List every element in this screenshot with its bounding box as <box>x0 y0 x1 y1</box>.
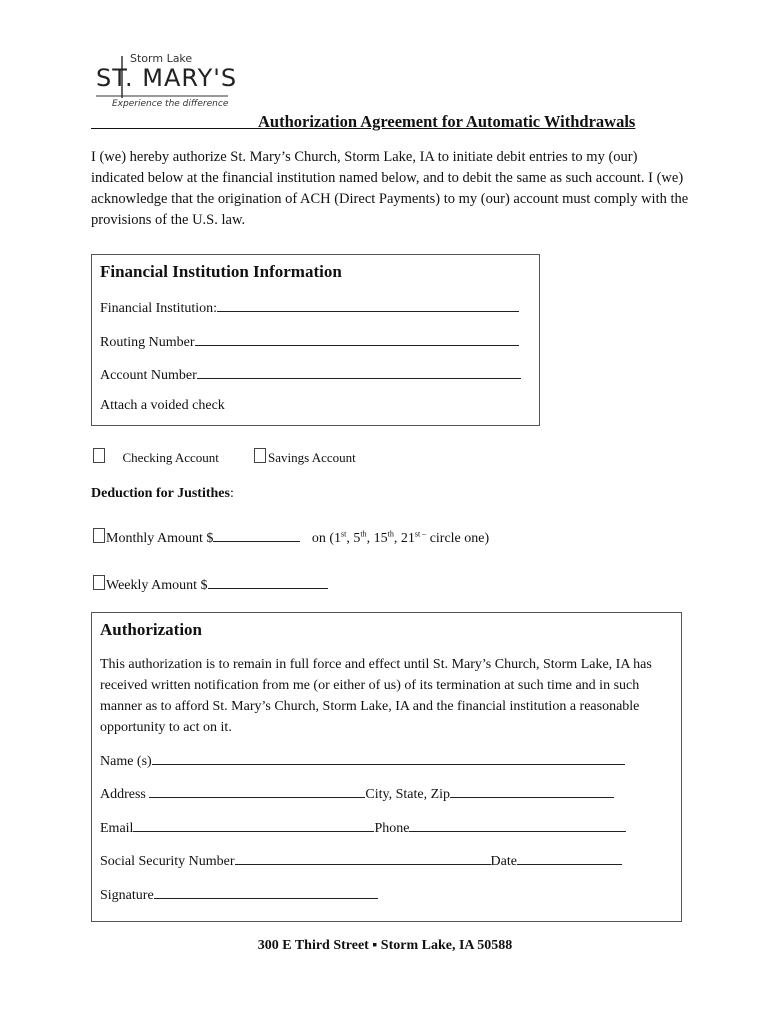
sup-th-1: th <box>360 529 367 539</box>
monthly-label: Monthly Amount $ <box>106 531 214 546</box>
deduction-heading: Deduction for Justithes <box>91 486 230 501</box>
checking-account-option[interactable] <box>93 448 219 467</box>
email-field[interactable] <box>133 818 374 832</box>
name-row <box>100 751 625 770</box>
ssn-date-row <box>100 851 622 870</box>
monthly-day-choice[interactable] <box>312 531 489 546</box>
sup-th-2: th <box>387 529 394 539</box>
logo-tagline: Experience the difference <box>112 99 229 109</box>
name-label: Name (s) <box>100 754 152 769</box>
address-label: Address <box>100 787 150 802</box>
weekly-amount-field[interactable] <box>208 575 328 589</box>
financial-institution-section <box>91 254 540 426</box>
signature-field[interactable] <box>154 885 378 899</box>
routing-number-row <box>100 332 519 351</box>
financial-institution-label: Financial Institution: <box>100 301 218 316</box>
address-row <box>100 784 614 803</box>
day-21: , 21 <box>393 531 415 546</box>
footer-address: 300 E Third Street ▪ Storm Lake, IA 50588 <box>257 938 513 953</box>
authorization-body: This authorization is to remain in full force and effect until St. Mary’s Church, Storm Lake, IA has received written notification from me (or either of us) of its termination at such time and in such manner as to afford St. Mary’s Church, Storm Lake, IA and the financial institution a reasonable opportunity to act on it. <box>100 657 652 735</box>
financial-heading: Financial Institution Information <box>100 262 342 281</box>
account-number-label: Account Number <box>100 368 197 383</box>
financial-institution-field[interactable] <box>217 298 519 312</box>
routing-number-field[interactable] <box>195 332 519 346</box>
day-15: , 15 <box>366 531 388 546</box>
routing-number-label: Routing Number <box>100 335 195 350</box>
page-title: Authorization Agreement for Automatic Withdrawals <box>258 112 636 131</box>
weekly-checkbox[interactable] <box>93 575 105 590</box>
account-number-field[interactable] <box>197 365 521 379</box>
monthly-checkbox[interactable] <box>93 528 105 543</box>
day-1: on (1 <box>311 531 342 546</box>
sup-st-1: st <box>341 529 347 539</box>
city-state-zip-field[interactable] <box>450 784 614 798</box>
ssn-label: Social Security Number <box>100 854 235 869</box>
circle-one: circle one) <box>426 531 490 546</box>
signature-label: Signature <box>100 888 154 903</box>
ssn-field[interactable] <box>235 851 491 865</box>
savings-checkbox[interactable] <box>254 448 266 463</box>
savings-account-option[interactable] <box>254 448 356 467</box>
deduction-heading-row <box>91 486 234 502</box>
title-rule <box>91 128 261 129</box>
authorization-heading: Authorization <box>100 620 202 639</box>
deduction-heading-colon: : <box>229 486 234 501</box>
authorization-section <box>91 612 682 922</box>
weekly-label: Weekly Amount $ <box>106 578 208 593</box>
phone-field[interactable] <box>409 818 626 832</box>
checking-label: Checking Account <box>122 450 219 465</box>
monthly-amount-field[interactable] <box>213 528 300 542</box>
checking-checkbox[interactable] <box>93 448 105 463</box>
account-number-row <box>100 365 521 384</box>
monthly-amount-row <box>93 528 489 547</box>
logo-storm-lake: Storm Lake <box>130 52 193 65</box>
city-state-zip-label: City, State, Zip <box>365 787 451 802</box>
savings-label: Savings Account <box>268 450 356 465</box>
logo-st-marys: ST. MARY'S <box>96 64 238 92</box>
email-label: Email <box>100 821 134 836</box>
attach-voided-check: Attach a voided check <box>100 398 225 413</box>
weekly-amount-row <box>93 575 328 594</box>
name-field[interactable] <box>152 751 625 765</box>
address-field[interactable] <box>149 784 365 798</box>
intro-paragraph: I (we) hereby authorize St. Mary’s Church, Storm Lake, IA to initiate debit entries to my (our) indicated below at the financial institution named below, and to debit the same as such account. I (we) acknowledge that the origination of ACH (Direct Payments) to my (our) account must comply with the provisions of the U.S. law. <box>91 149 689 228</box>
date-label: Date <box>490 854 517 869</box>
financial-institution-row <box>100 298 519 317</box>
email-phone-row <box>100 818 626 837</box>
signature-row <box>100 885 378 904</box>
sup-st-2: st – <box>414 529 427 539</box>
date-field[interactable] <box>517 851 622 865</box>
phone-label: Phone <box>374 821 410 836</box>
day-5: , 5 <box>346 531 361 546</box>
